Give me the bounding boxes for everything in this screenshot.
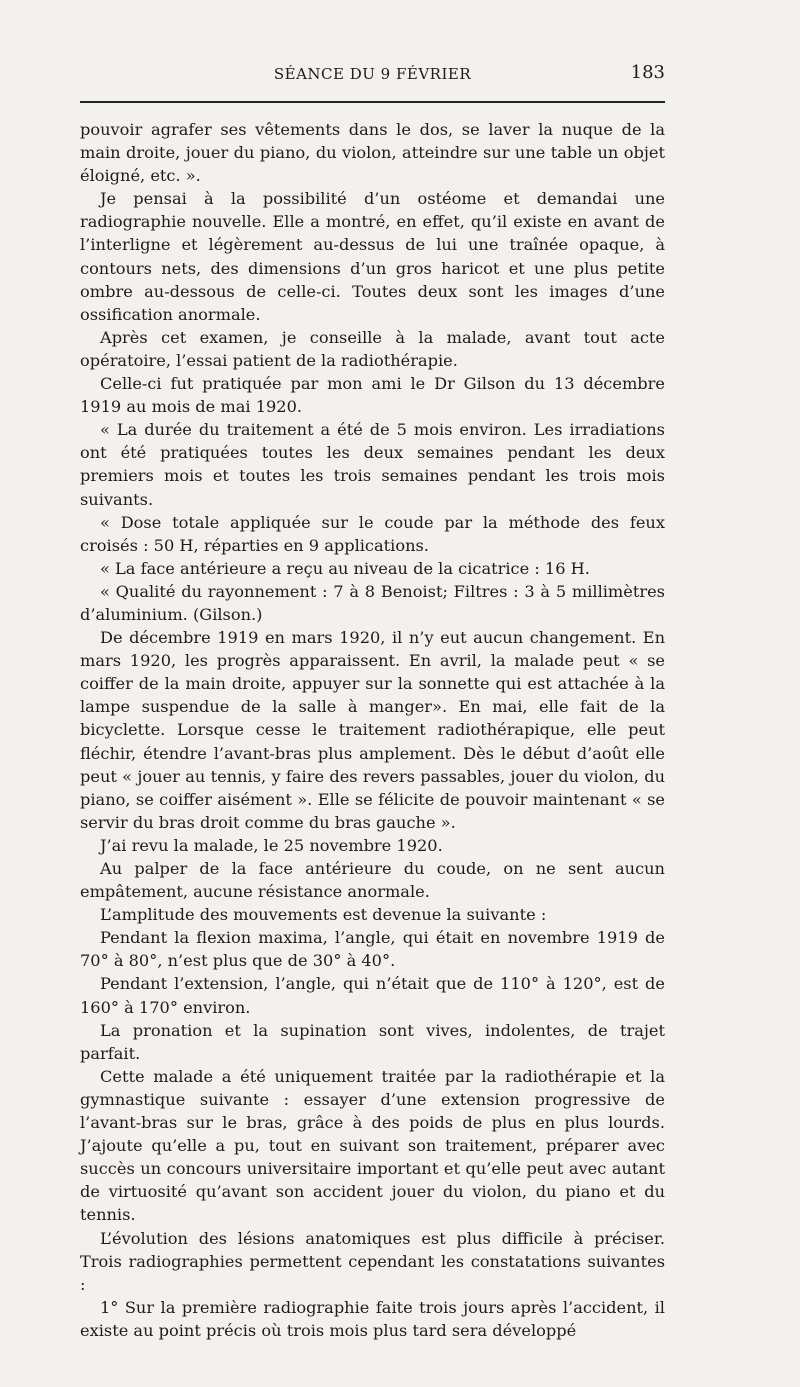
paragraph: Au palper de la face antérieure du coude, on ne sent aucun empâtement, aucune résistance anormale. — [80, 859, 665, 902]
page-header — [80, 62, 665, 88]
paragraph: L’amplitude des mouvements est devenue la suivante : — [100, 905, 547, 925]
paragraph: La pronation et la supination sont vives, indolentes, de trajet parfait. — [80, 1020, 665, 1063]
paragraph: pouvoir agrafer ses vêtements dans le dos, se laver la nuque de la main droite, jouer du piano, du violon, atteindre sur une table un objet éloigné, etc. ». — [80, 120, 665, 186]
paragraph: « La durée du traitement a été de 5 mois environ. Les irradiations ont été pratiquées toutes les deux semaines pendant les deux premiers mois et toutes les trois semaines pendant les trois mois suivants. — [80, 420, 665, 509]
body-text — [80, 118, 665, 1342]
page-number: 183 — [630, 62, 665, 83]
paragraph: Cette malade a été uniquement traitée par la radiothérapie et la gymnastique suivante : essayer d’une extension progressive de l’avant-bras sur le bras, grâce à des poids de plus en plus lourds. J’ajoute qu’elle a pu, tout en suivant son traitement, préparer avec succès un concours universitaire important et qu’elle peut avec autant de virtuosité qu’avant son accident jouer du violon, du piano et du tennis. — [80, 1066, 665, 1225]
paragraph: Après cet examen, je conseille à la malade, avant tout acte opératoire, l’essai patient de la radiothérapie. — [80, 327, 665, 370]
running-title: SÉANCE DU 9 FÉVRIER — [273, 65, 472, 83]
paragraph: Pendant la flexion maxima, l’angle, qui était en novembre 1919 de 70° à 80°, n’est plus que de 30° à 40°. — [80, 928, 665, 971]
paragraph: « Dose totale appliquée sur le coude par la méthode des feux croisés : 50 H, réparties en 9 applications. — [80, 512, 665, 555]
paragraph: Pendant l’extension, l’angle, qui n’était que de 110° à 120°, est de 160° à 170° environ. — [80, 974, 665, 1017]
paragraph: De décembre 1919 en mars 1920, il n’y eut aucun changement. En mars 1920, les progrès apparaissent. En avril, la malade peut « se coiffer de la main droite, appuyer sur la sonnette qui est attachée à la lampe suspendue de la salle à manger». En mai, elle fait de la bicyclette. Lorsque cesse le traitement radiothérapique, elle peut fléchir, étendre l’avant-bras plus amplement. Dès le début d’août elle peut « jouer au tennis, y faire des revers passables, jouer du violon, du piano, se coiffer aisément ». Elle se félicite de pouvoir maintenant « se servir du bras droit comme du bras gauche ». — [80, 628, 665, 832]
paragraph: « Qualité du rayonnement : 7 à 8 Benoist; Filtres : 3 à 5 millimètres d’aluminium. (Gilson.) — [80, 581, 665, 624]
header-rule — [80, 101, 665, 103]
paragraph: Je pensai à la possibilité d’un ostéome et demandai une radiographie nouvelle. Elle a montré, en effet, qu’il existe en avant de l’interligne et légèrement au-dessus de lui une traînée opaque, à contours nets, des dimensions d’un gros haricot et une plus petite ombre au-dessous de celle-ci. Toutes deux sont les images d’une ossification anormale. — [80, 189, 665, 324]
paragraph: L’évolution des lésions anatomiques est plus difficile à préciser. Trois radiographies permettent cependant les constatations suivantes : — [80, 1228, 665, 1294]
paragraph: Celle-ci fut pratiquée par mon ami le Dr Gilson du 13 décembre 1919 au mois de mai 1920. — [80, 374, 665, 417]
paragraph: 1° Sur la première radiographie faite trois jours après l’accident, il existe au point précis où trois mois plus tard sera développé — [80, 1297, 665, 1340]
paragraph: « La face antérieure a reçu au niveau de la cicatrice : 16 H. — [100, 558, 590, 578]
paragraph: J’ai revu la malade, le 25 novembre 1920. — [100, 835, 443, 855]
